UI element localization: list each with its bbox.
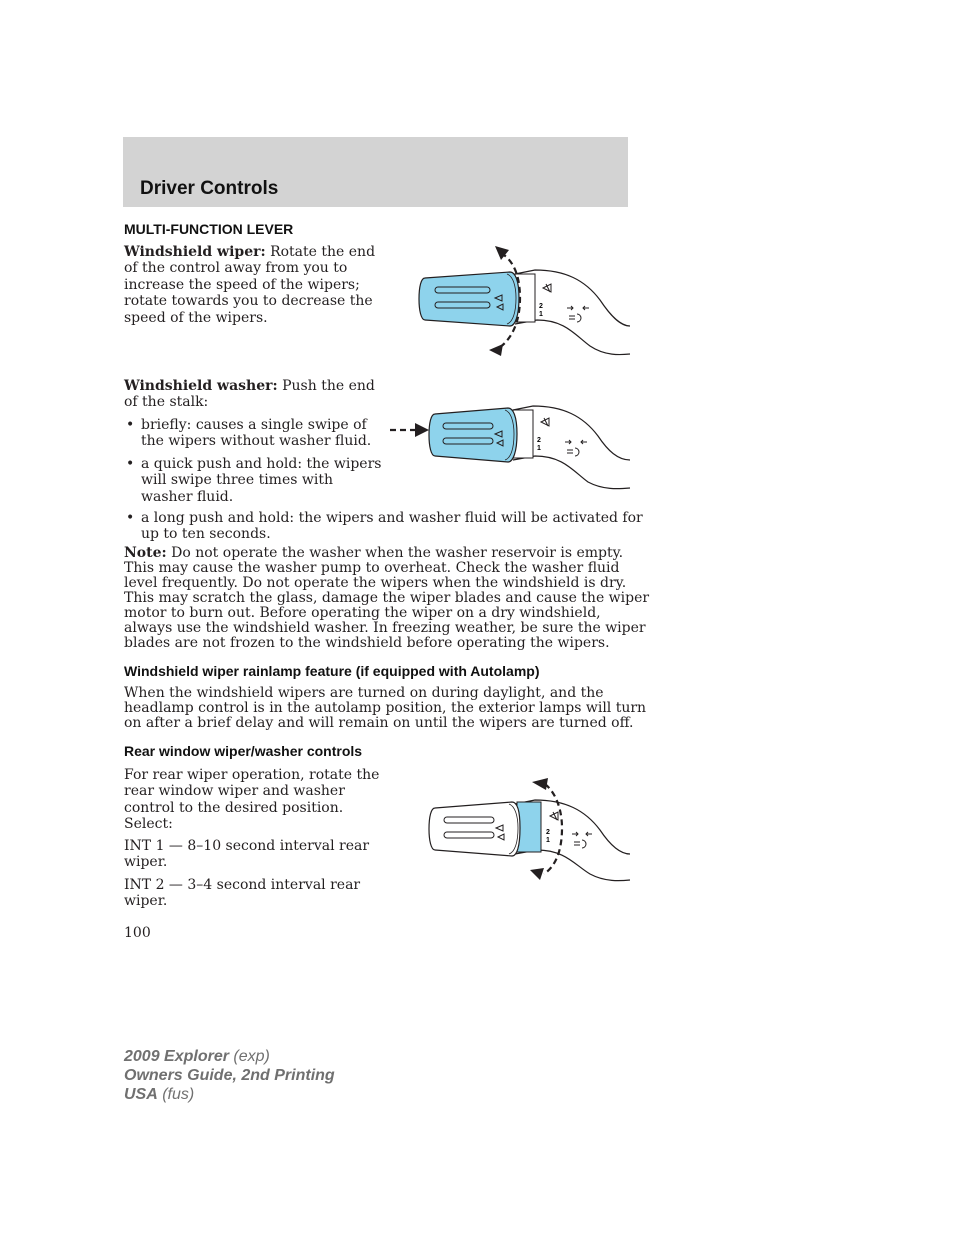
text-line: will swipe three times with: [141, 472, 333, 489]
footer-line-2: Owners Guide, 2nd Printing: [124, 1067, 335, 1084]
text-line: INT 1 — 8–10 second interval rear: [124, 838, 370, 854]
text-line: up to ten seconds.: [141, 526, 271, 543]
svg-text:2: 2: [539, 303, 543, 310]
text-line: a quick push and hold: the wipers: [141, 456, 382, 472]
text-line: wiper.: [124, 854, 168, 871]
document-footer: [124, 1047, 335, 1104]
speed-label-2: [539, 303, 543, 310]
text-line: blades are not frozen to the windshield before operating the wipers.: [124, 635, 610, 651]
text-line: Push the end: [277, 378, 375, 394]
rotate-away-arrow-icon: [495, 246, 509, 260]
note-paragraph: [124, 546, 649, 651]
text-line: Rotate the end: [265, 244, 376, 260]
section-heading-rear-wiper: Rear window wiper/washer controls: [124, 743, 363, 759]
rear-intro-paragraph: [124, 767, 379, 833]
text-line: always use the windshield washer. In freezing weather, be sure the wiper: [124, 620, 646, 636]
washer-paragraph: [124, 378, 375, 411]
rotate-down-arrow-icon: [530, 868, 544, 880]
wiper-symbol-icon: [543, 284, 551, 292]
speed-label-1: 1: [546, 837, 550, 844]
text-line: increase the speed of the wipers;: [124, 276, 360, 293]
speed-label-2: 2: [546, 829, 550, 836]
rotate-up-arrow-icon: [532, 778, 548, 790]
wiper-paragraph: [124, 244, 375, 326]
footer-line-3: USA (fus): [124, 1086, 195, 1103]
text-line: briefly: causes a single swipe of: [141, 417, 367, 433]
text-line: This may cause the washer pump to overheat. Check the washer fluid: [124, 560, 620, 576]
speed-label-2: 2: [537, 437, 541, 444]
text-line: on after a brief delay and will remain on until the wipers are turned off.: [124, 715, 634, 731]
text-line: speed of the wipers.: [124, 309, 268, 326]
section-heading-rainlamp: Windshield wiper rainlamp feature (if equipped with Autolamp): [124, 663, 540, 679]
text-line: INT 2 — 3–4 second interval rear: [124, 877, 361, 893]
page-number: 100: [124, 925, 151, 941]
speed-label-1: 1: [537, 445, 541, 452]
headlamp-icon: [574, 840, 586, 848]
text-line: a long push and hold: the wipers and washer fluid will be activated for: [141, 510, 643, 526]
wiper-symbol-icon: [550, 812, 558, 820]
text-line: Do not operate the washer when the washer reservoir is empty.: [166, 545, 624, 561]
rear-int2-paragraph: [124, 877, 360, 910]
text-line: Select:: [124, 816, 173, 833]
speed-label-1: [539, 311, 543, 318]
text-line: For rear wiper operation, rotate the: [124, 767, 380, 783]
text-line: motor to burn out. Before operating the wiper on a dry windshield,: [124, 605, 601, 621]
rotate-toward-arrow-icon: [489, 344, 503, 356]
turn-arrows-icon: [565, 440, 587, 444]
text-line: rear window wiper and washer: [124, 783, 345, 800]
note-label: Note:: [124, 545, 167, 561]
washer-bullet-3: • a long push and hold: the wipers and washer fluid will be activated for up to ten seconds.: [126, 510, 643, 543]
wiper-label: Windshield wiper:: [124, 244, 266, 260]
rear-wiper-figure: [420, 770, 635, 885]
push-arrow-icon: [415, 423, 429, 437]
washer-bullet-1: • briefly: causes a single swipe of the wipers without washer fluid.: [126, 417, 372, 450]
section-heading-multi-function-lever: MULTI-FUNCTION LEVER: [124, 221, 294, 237]
text-line: This may scratch the glass, damage the wiper blades and cause the wiper: [124, 590, 650, 606]
wiper-symbol-icon: [541, 418, 549, 426]
rainlamp-paragraph: [124, 686, 646, 731]
rear-int1-paragraph: [124, 838, 369, 871]
text-line: When the windshield wipers are turned on during daylight, and the: [124, 685, 604, 701]
wiper-rotate-figure: [415, 240, 635, 360]
text-line: level frequently. Do not operate the wipers when the windshield is dry.: [124, 575, 627, 591]
text-line: rotate towards you to decrease the: [124, 293, 373, 310]
headlamp-icon: [567, 448, 579, 456]
text-line: of the stalk:: [124, 394, 209, 411]
text-line: washer fluid.: [141, 488, 234, 505]
washer-bullet-2: • a quick push and hold: the wipers will swipe three times with washer fluid.: [126, 456, 382, 505]
footer-line-1: 2009 Explorer (exp): [124, 1048, 270, 1065]
svg-text:1: 1: [539, 311, 543, 318]
page-title: Driver Controls: [140, 178, 279, 199]
text-line: the wipers without washer fluid.: [141, 433, 372, 450]
text-line: wiper.: [124, 893, 168, 910]
washer-label: Windshield washer:: [124, 378, 278, 394]
text-line: of the control away from you to: [124, 260, 348, 277]
washer-push-figure: [385, 398, 635, 493]
text-line: headlamp control is in the autolamp position, the exterior lamps will turn: [124, 700, 647, 716]
headlamp-icon: [569, 314, 581, 322]
text-line: control to the desired position.: [124, 799, 344, 816]
turn-arrows-icon: [567, 306, 589, 310]
turn-arrows-icon: [572, 832, 592, 836]
